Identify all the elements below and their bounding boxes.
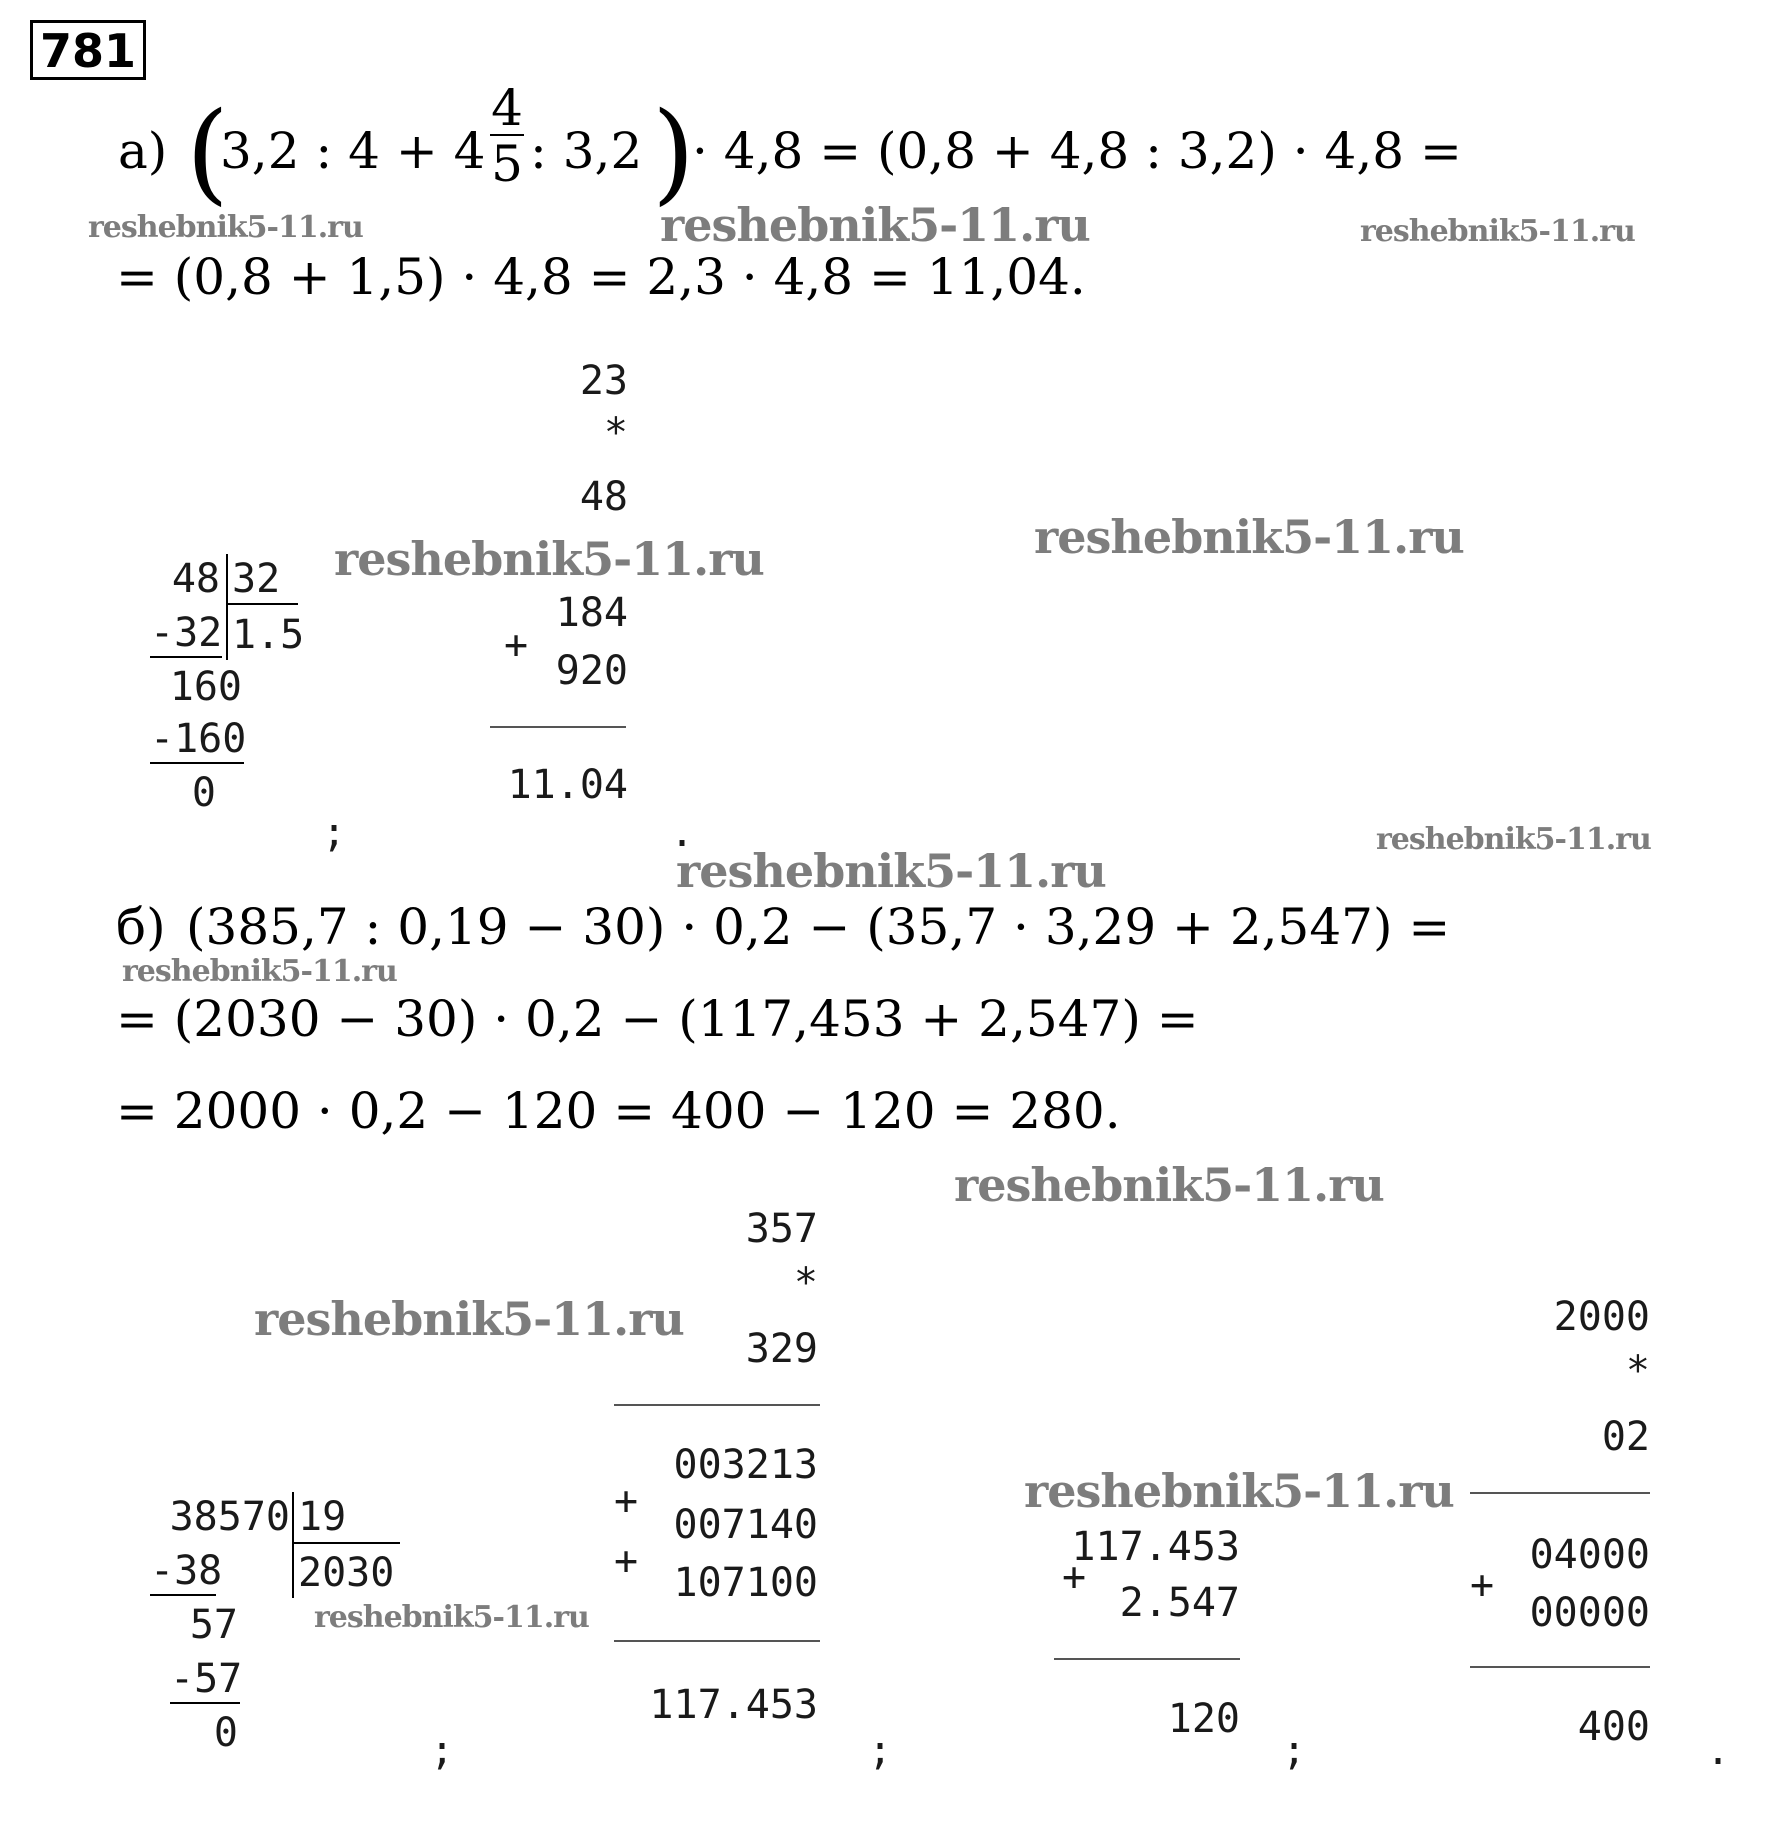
b-mul-p2: 007140: [673, 1502, 818, 1548]
b-mul-a: 357: [745, 1206, 818, 1252]
b-mul-plus1: +: [614, 1478, 639, 1524]
watermark: reshebnik5-11.ru: [676, 844, 1106, 898]
a-mul-p1: 184: [555, 590, 628, 636]
a-div-quotient: 1.5: [232, 612, 305, 658]
part-b-label: б): [116, 898, 166, 956]
b-sep-1: ;: [430, 1728, 455, 1774]
watermark: reshebnik5-11.ru: [1376, 822, 1651, 857]
a-div-sub1: -32: [150, 610, 223, 656]
a-mul-plus: +: [504, 622, 529, 668]
b-mul-line2: [614, 1640, 820, 1642]
b-mul-plus2: +: [614, 1538, 639, 1584]
part-a-line1-post: : 3,2: [530, 122, 643, 180]
a-mul-a: 23: [579, 358, 628, 404]
part-a-line2: = (0,8 + 1,5) · 4,8 = 2,3 · 4,8 = 11,04.: [116, 248, 1086, 306]
b-mul-result: 117.453: [649, 1682, 818, 1728]
a-div-rem1: 160: [169, 664, 242, 710]
a-div-divisor-line: [226, 603, 298, 605]
a-div-bar: [226, 554, 228, 660]
a-div-rem2: 0: [191, 770, 216, 816]
b-add-result: 120: [1167, 1696, 1240, 1742]
watermark: reshebnik5-11.ru: [954, 1158, 1384, 1212]
b-mul-p3: 107100: [673, 1560, 818, 1606]
b-mul-op: *: [793, 1260, 818, 1306]
watermark: reshebnik5-11.ru: [660, 198, 1090, 252]
a-mul-p2: 920: [555, 648, 628, 694]
b-add-b: 2.547: [1119, 1580, 1240, 1626]
b-div-quotient: 2030: [298, 1550, 395, 1596]
a-div-dividend: 48: [171, 556, 220, 602]
b-mul-b: 329: [745, 1326, 818, 1372]
watermark: reshebnik5-11.ru: [314, 1600, 589, 1635]
problem-number: 781: [30, 20, 146, 80]
b-div-divisor-line: [292, 1542, 400, 1544]
b-sep-2: ;: [868, 1728, 893, 1774]
b-mul2-p2: 00000: [1529, 1590, 1650, 1636]
a-div-divisor: 32: [232, 556, 281, 602]
b-add-plus: +: [1062, 1554, 1087, 1600]
a-sep-1: ;: [322, 810, 347, 856]
b-div-bar: [292, 1492, 294, 1598]
part-a-line1-rest: · 4,8 = (0,8 + 4,8 : 3,2) · 4,8 =: [692, 122, 1462, 180]
part-b-line1: (385,7 : 0,19 − 30) · 0,2 − (35,7 · 3,29 + 2,547) =: [186, 898, 1451, 956]
b-mul2-b: 02: [1601, 1414, 1650, 1460]
a-mul-op: *: [603, 410, 628, 456]
b-div-rem1: 57: [189, 1602, 238, 1648]
part-a-label: а): [118, 122, 168, 180]
open-paren: (: [186, 88, 229, 216]
b-mul-line1: [614, 1404, 820, 1406]
a-div-sub2: -160: [150, 716, 247, 762]
watermark: reshebnik5-11.ru: [1360, 214, 1635, 249]
b-mul2-a: 2000: [1553, 1294, 1650, 1340]
part-b-line2: = (2030 − 30) · 0,2 − (117,453 + 2,547) =: [116, 990, 1199, 1048]
part-b-line3: = 2000 · 0,2 − 120 = 400 − 120 = 280.: [116, 1082, 1121, 1140]
a-sep-2: .: [670, 810, 695, 856]
watermark: reshebnik5-11.ru: [254, 1292, 684, 1346]
b-div-sub1: -38: [150, 1548, 223, 1594]
b-mul2-result: 400: [1577, 1704, 1650, 1750]
mixed-fraction: [490, 79, 524, 193]
part-a-line1-pre: 3,2 : 4 + 4: [220, 122, 486, 180]
b-mul2-line1: [1470, 1492, 1650, 1494]
close-paren: ): [652, 88, 695, 216]
b-mul2-p1: 04000: [1529, 1532, 1650, 1578]
b-mul-p1: 003213: [673, 1442, 818, 1488]
b-div-dividend: 38570: [169, 1494, 290, 1540]
b-div-divisor: 19: [298, 1494, 347, 1540]
a-mul-result: 11.04: [507, 762, 628, 808]
b-mul2-line2: [1470, 1666, 1650, 1668]
b-add-a: 117.453: [1071, 1524, 1240, 1570]
b-sep-4: .: [1706, 1728, 1731, 1774]
watermark: reshebnik5-11.ru: [1034, 510, 1464, 564]
watermark: reshebnik5-11.ru: [122, 954, 397, 989]
b-mul2-plus: +: [1470, 1562, 1495, 1608]
watermark: reshebnik5-11.ru: [334, 532, 764, 586]
b-div-rem2: 0: [213, 1710, 238, 1756]
b-sep-3: ;: [1282, 1728, 1307, 1774]
fraction-numerator: 4: [491, 79, 523, 137]
b-add-line: [1054, 1658, 1240, 1660]
watermark: reshebnik5-11.ru: [1024, 1464, 1454, 1518]
fraction-denominator: 5: [491, 135, 523, 193]
a-mul-b: 48: [579, 474, 628, 520]
watermark: reshebnik5-11.ru: [88, 210, 363, 245]
b-div-sub2: -57: [170, 1656, 243, 1702]
b-mul2-op: *: [1625, 1348, 1650, 1394]
a-mul-line: [490, 726, 626, 728]
